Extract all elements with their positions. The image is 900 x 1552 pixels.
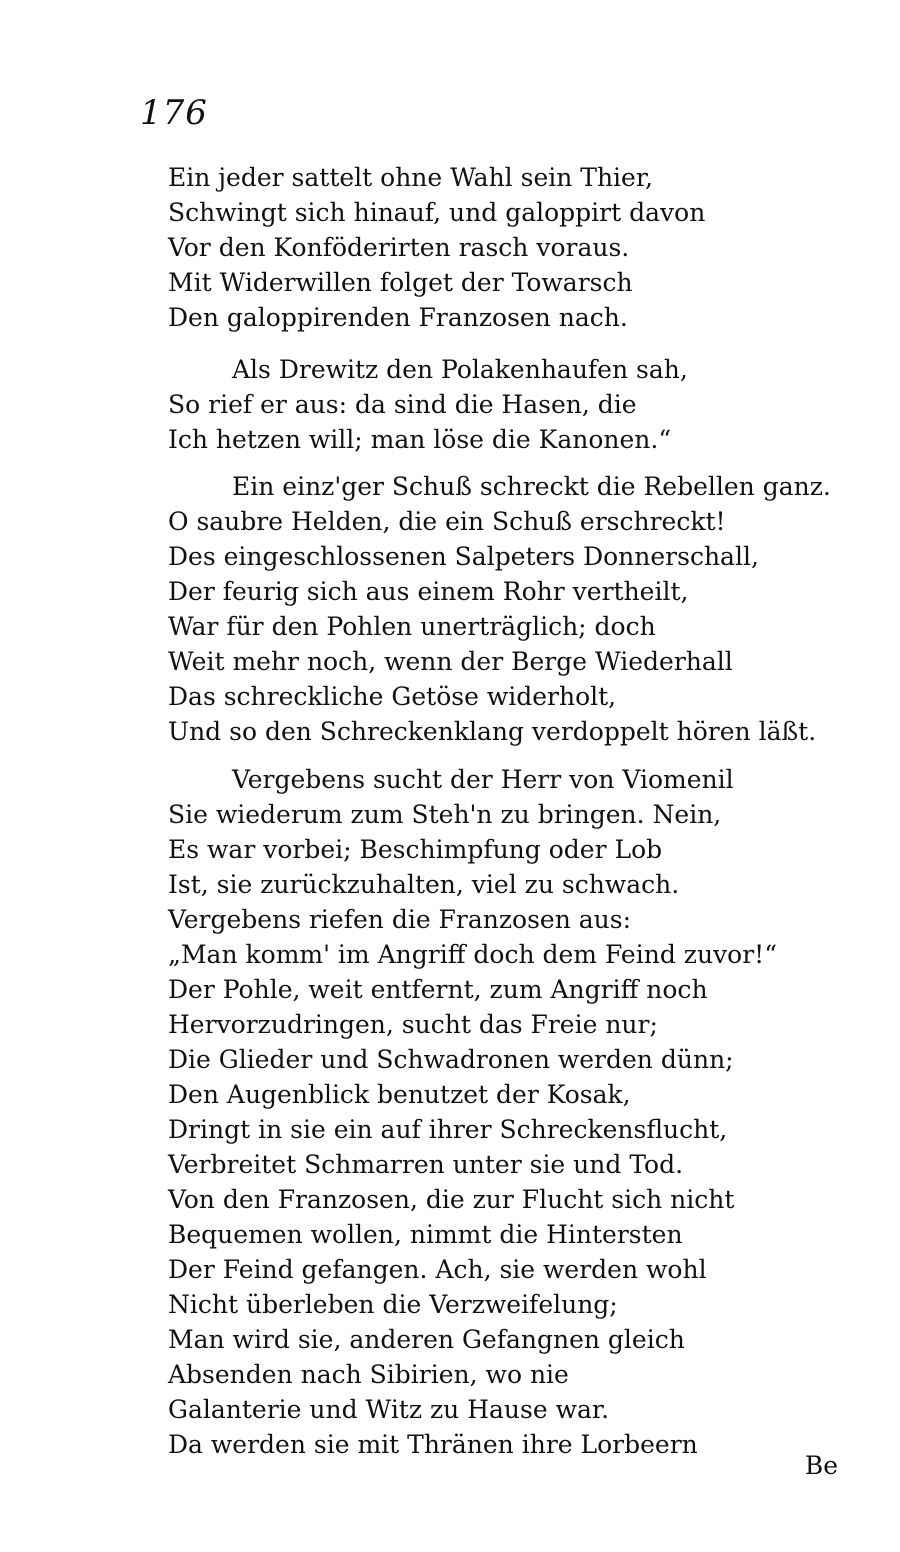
verse-line: So rief er aus: da sind die Hasen, die [168, 390, 637, 419]
verse-line: Ein einz'ger Schuß schreckt die Rebellen ganz. [232, 472, 831, 501]
verse-line: Das schreckliche Getöse widerholt, [168, 682, 617, 711]
verse-line: „Man komm' im Angriff doch dem Feind zuvor!“ [168, 940, 777, 969]
verse-line: Da werden sie mit Thränen ihre Lorbeern [168, 1430, 698, 1459]
verse-line: War für den Pohlen unerträglich; doch [168, 612, 656, 641]
verse-line: Hervorzudringen, sucht das Freie nur; [168, 1010, 658, 1039]
verse-line: Es war vorbei; Beschimpfung oder Lob [168, 835, 663, 864]
verse-line: Nicht überleben die Verzweifelung; [168, 1290, 618, 1319]
stanza-3 [168, 469, 848, 749]
verse-line: Als Drewitz den Polakenhaufen sah, [232, 355, 688, 384]
verse-line: Den Augenblick benutzet der Kosak, [168, 1080, 631, 1109]
verse-line: Sie wiederum zum Steh'n zu bringen. Nein, [168, 800, 722, 829]
verse-line: Ist, sie zurückzuhalten, viel zu schwach. [168, 870, 680, 899]
verse-line: Des eingeschlossenen Salpeters Donnerschall, [168, 542, 759, 571]
verse-line: Galanterie und Witz zu Hause war. [168, 1395, 610, 1424]
verse-line: O saubre Helden, die ein Schuß erschreckt! [168, 507, 726, 536]
verse-line: Ich hetzen will; man löse die Kanonen.“ [168, 425, 672, 454]
verse-line: Und so den Schreckenklang verdoppelt hören läßt. [168, 717, 817, 746]
verse-line: Vergebens riefen die Franzosen aus: [168, 905, 632, 934]
verse-line: Schwingt sich hinauf, und galoppirt davon [168, 198, 706, 227]
verse-line: Den galoppirenden Franzosen nach. [168, 303, 628, 332]
verse-line: Weit mehr noch, wenn der Berge Wiederhall [168, 647, 733, 676]
verse-line: Bequemen wollen, nimmt die Hintersten [168, 1220, 683, 1249]
verse-line: Vergebens sucht der Herr von Viomenil [232, 765, 734, 794]
verse-line: Verbreitet Schmarren unter sie und Tod. [168, 1150, 684, 1179]
verse-line: Von den Franzosen, die zur Flucht sich nicht [168, 1185, 735, 1214]
stanza-4 [168, 762, 848, 1462]
verse-line: Mit Widerwillen folget der Towarsch [168, 268, 633, 297]
verse-line: Der Pohle, weit entfernt, zum Angriff noch [168, 975, 708, 1004]
stanza-2 [168, 352, 848, 457]
verse-line: Absenden nach Sibirien, wo nie [168, 1360, 569, 1389]
verse-line: Der feurig sich aus einem Rohr vertheilt, [168, 577, 689, 606]
page-number: 176 [140, 93, 208, 133]
verse-line: Ein jeder sattelt ohne Wahl sein Thier, [168, 163, 653, 192]
verse-line: Der Feind gefangen. Ach, sie werden wohl [168, 1255, 707, 1284]
verse-line: Dringt in sie ein auf ihrer Schreckensflucht, [168, 1115, 728, 1144]
catchword: Be [804, 1451, 838, 1480]
verse-line: Man wird sie, anderen Gefangnen gleich [168, 1325, 685, 1354]
verse-line: Die Glieder und Schwadronen werden dünn; [168, 1045, 734, 1074]
stanza-1 [168, 160, 848, 335]
verse-line: Vor den Konföderirten rasch voraus. [168, 233, 630, 262]
